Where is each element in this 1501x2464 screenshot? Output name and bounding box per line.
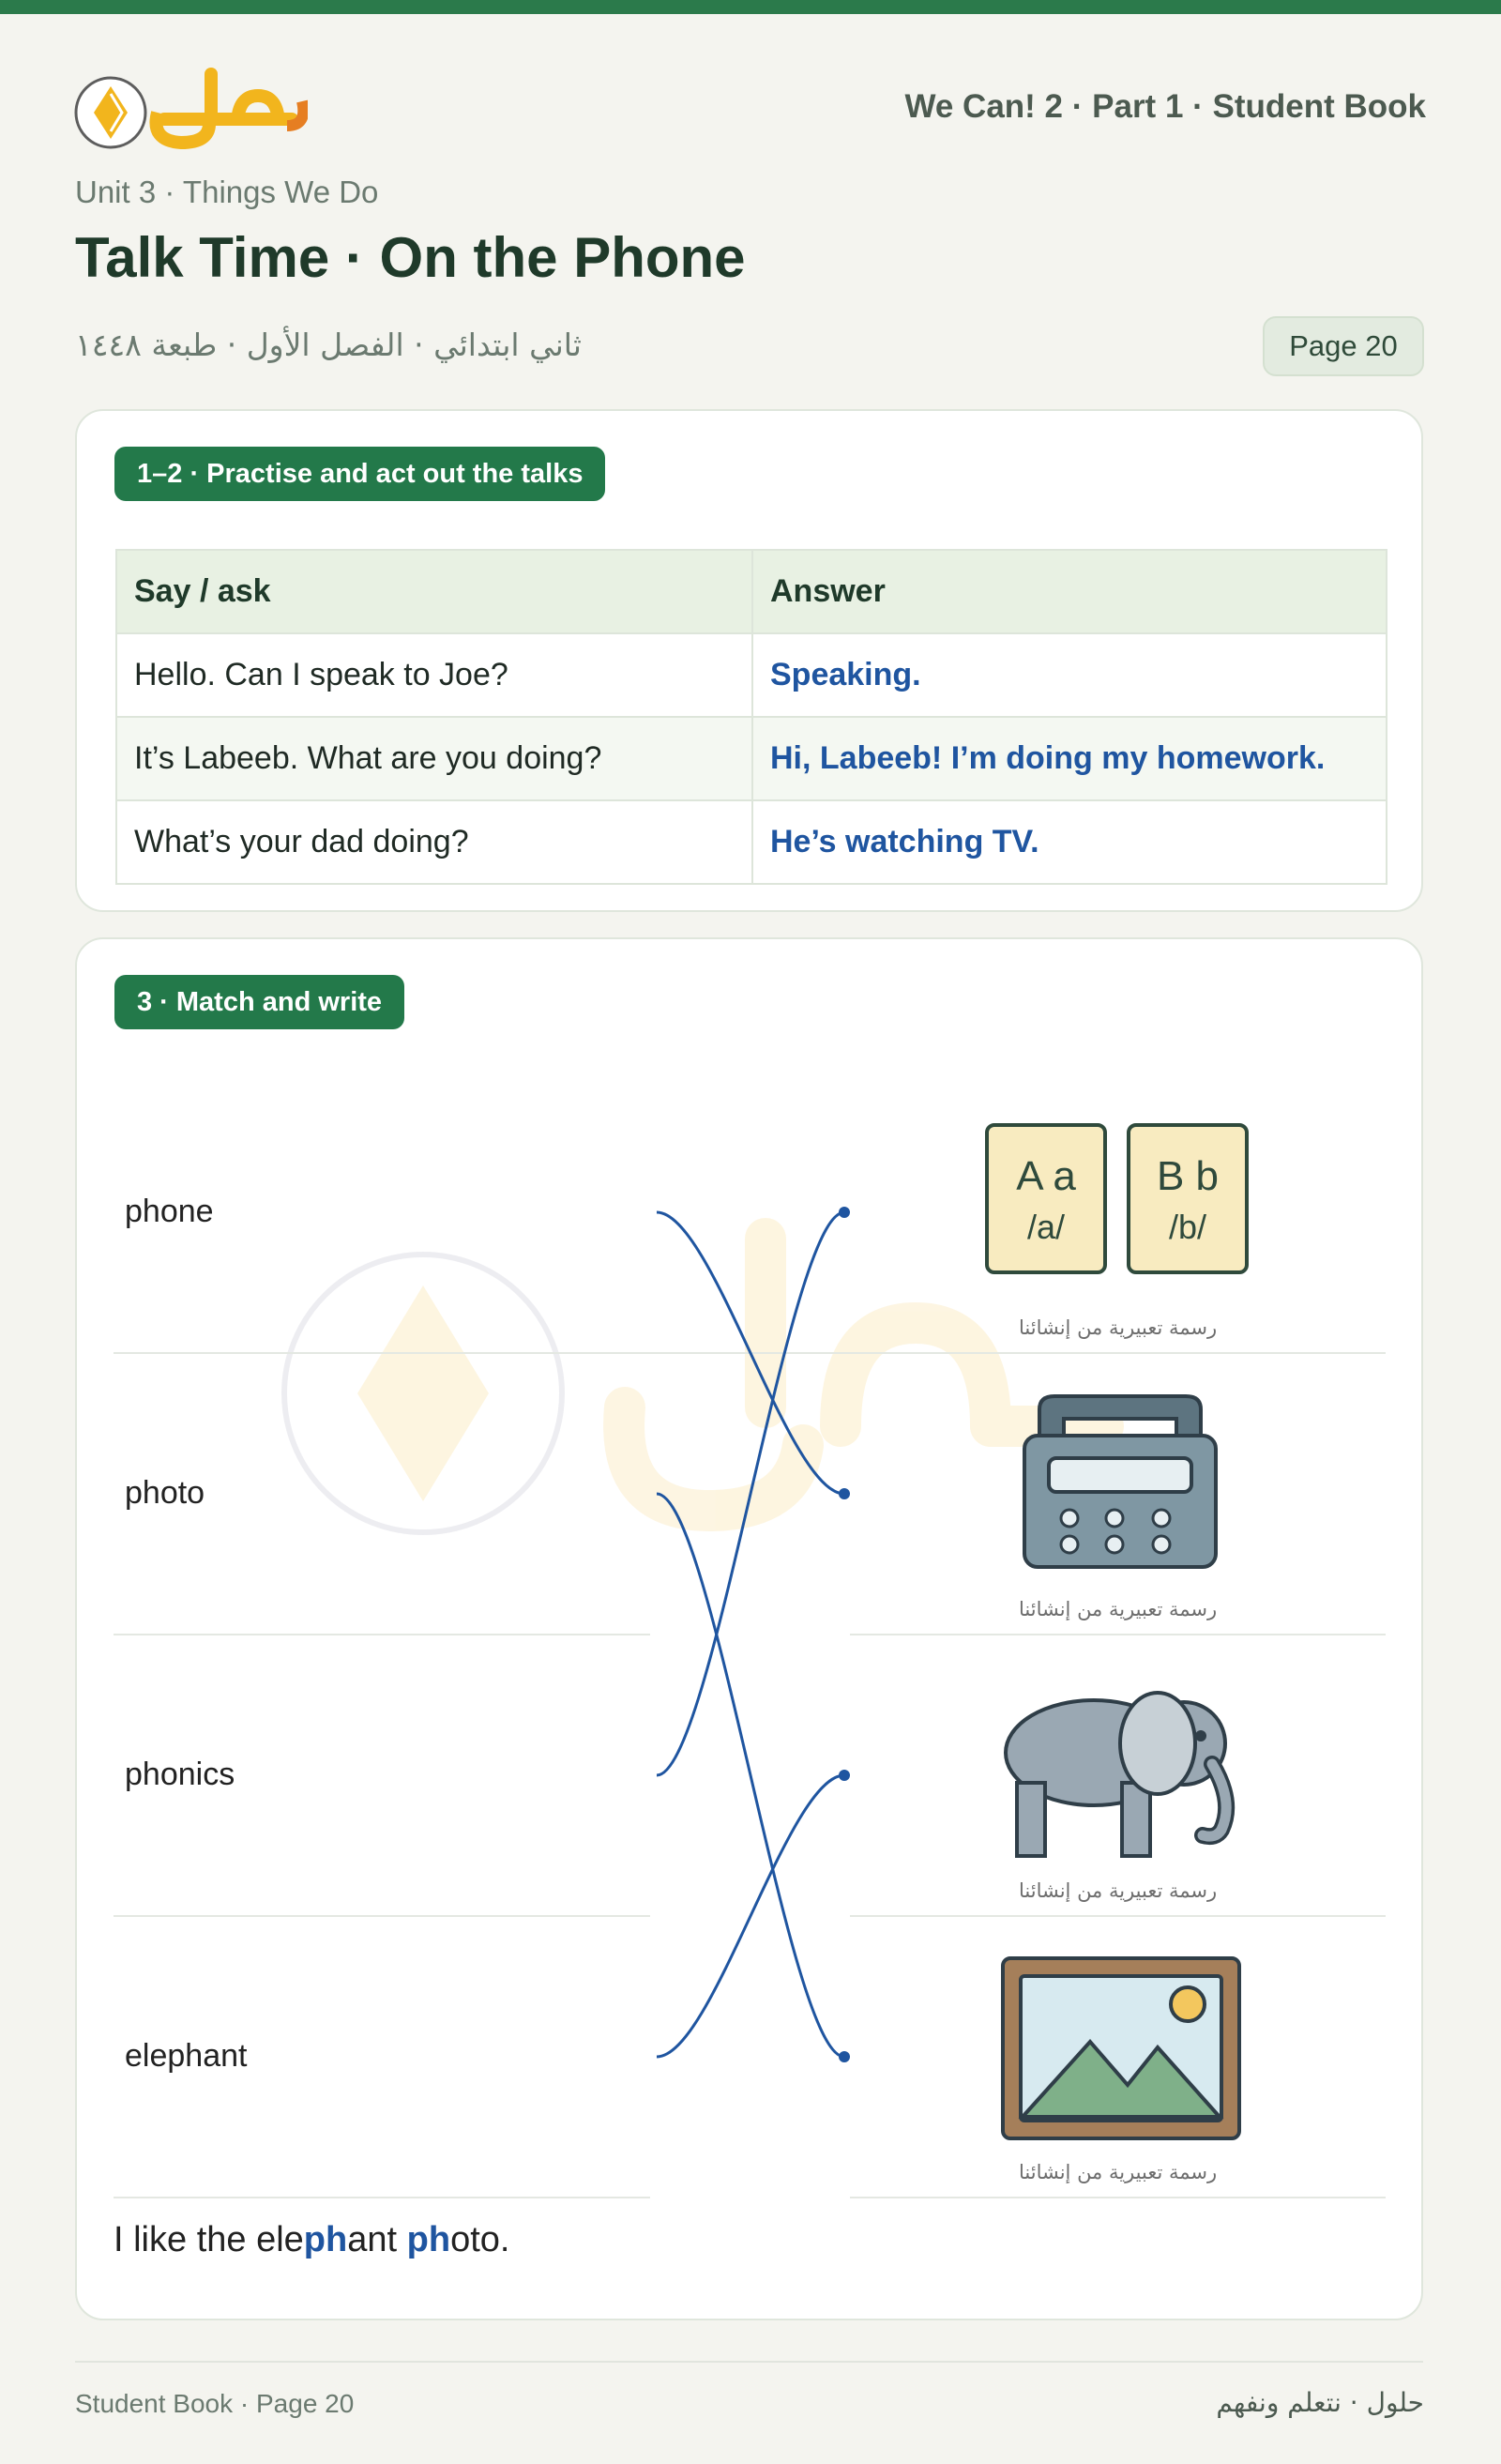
match-line-phonics: [657, 1212, 844, 1775]
match-word-photo: photo: [125, 1475, 205, 1511]
say-cell: It’s Labeeb. What are you doing?: [116, 717, 752, 800]
highlight-ph: ph: [303, 2220, 348, 2259]
picture-caption: رسمة تعبيرية من إنشائنا: [1019, 1316, 1218, 1339]
picture-caption: رسمة تعبيرية من إنشائنا: [1019, 2161, 1218, 2183]
page-title: Talk Time · On the Phone: [75, 226, 746, 289]
column-header-answer: Answer: [752, 550, 1387, 633]
elephant-icon: [1000, 1689, 1244, 1858]
card-letters: B b: [1156, 1153, 1220, 1199]
match-word-phone: phone: [125, 1194, 214, 1229]
answer-cell: Speaking.: [752, 633, 1387, 717]
section-badge-match: 3 · Match and write: [114, 975, 404, 1029]
say-cell: What’s your dad doing?: [116, 800, 752, 884]
sentence-part: oto.: [450, 2220, 510, 2259]
picture-caption: رسمة تعبيرية من إنشائنا: [1019, 1879, 1218, 1902]
answer-cell: He’s watching TV.: [752, 800, 1387, 884]
match-line-phone: [657, 1212, 844, 1494]
match-line-photo: [657, 1494, 844, 2057]
book-title: We Can! 2 · Part 1 · Student Book: [904, 88, 1426, 125]
footer-left: Student Book · Page 20: [75, 2389, 355, 2418]
alphabet-cards-icon: [985, 1123, 1251, 1278]
sentence-part: ant: [347, 2220, 407, 2259]
answer-cell: Hi, Labeeb! I’m doing my homework.: [752, 717, 1387, 800]
picture-caption: رسمة تعبيرية من إنشائنا: [1019, 1598, 1218, 1620]
example-sentence: [114, 2220, 509, 2260]
match-word-phonics: phonics: [125, 1757, 235, 1792]
letter-card-b: [1127, 1123, 1249, 1274]
grade-label-arabic: ثاني ابتدائي · الفصل الأول · طبعة ١٤٤٨: [75, 327, 582, 363]
section-badge-practise: 1–2 · Practise and act out the talks: [114, 447, 605, 501]
card-sound: /b/: [1168, 1208, 1207, 1246]
telephone-icon: [1017, 1389, 1223, 1576]
framed-photo-icon: [1000, 1955, 1242, 2141]
letter-card-a: [985, 1123, 1107, 1274]
match-endpoint-dot: [839, 1770, 850, 1781]
sentence-part: I like the ele: [114, 2220, 304, 2259]
footer-divider: [75, 2361, 1423, 2363]
page-number-badge: Page 20: [1263, 316, 1424, 376]
highlight-ph: ph: [406, 2220, 451, 2259]
column-header-say: Say / ask: [116, 550, 752, 633]
match-endpoint-dot: [839, 1207, 850, 1218]
match-endpoint-dot: [839, 1488, 850, 1499]
match-line-elephant: [657, 1775, 844, 2057]
card-letters: A a: [1016, 1153, 1076, 1199]
footer-right: حلول · نتعلم ونفهم: [1216, 2387, 1424, 2418]
match-word-elephant: elephant: [125, 2038, 248, 2074]
unit-label: Unit 3 · Things We Do: [75, 175, 379, 209]
say-cell: Hello. Can I speak to Joe?: [116, 633, 752, 717]
match-endpoint-dot: [839, 2051, 850, 2062]
card-sound: /a/: [1026, 1208, 1066, 1246]
